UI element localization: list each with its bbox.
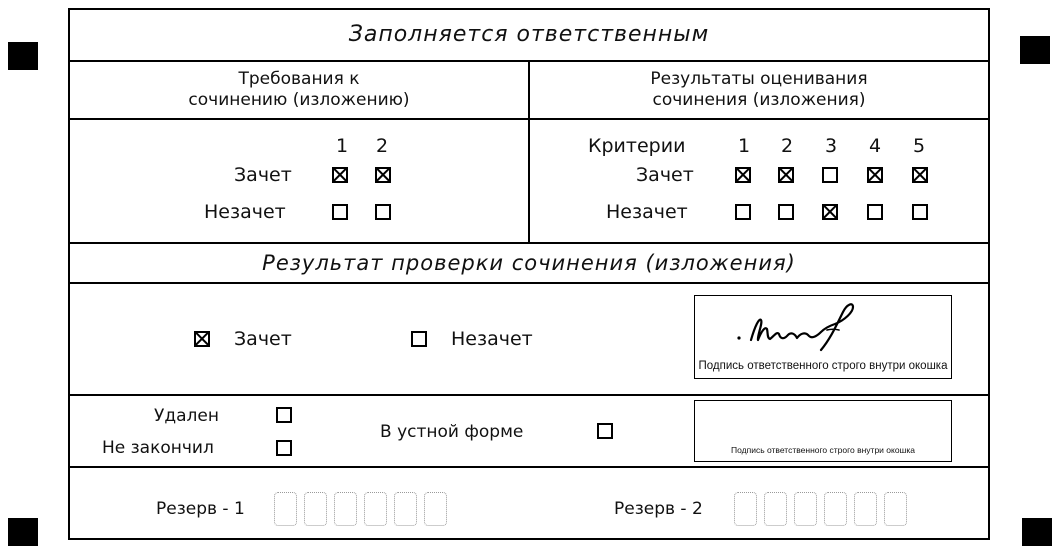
requirements-col-1: 1	[336, 135, 349, 157]
requirements-fail-label: Незачет	[204, 201, 286, 223]
corner-marker-top-right	[1020, 36, 1050, 64]
signature-image	[695, 296, 950, 358]
extra-signature-caption: Подпись ответственного строго внутри окошка	[730, 445, 916, 455]
reserve-1-cell[interactable]	[334, 492, 357, 526]
grading-form	[68, 8, 990, 540]
not-finished-checkbox[interactable]	[276, 440, 292, 456]
evaluation-pass-checkbox-2[interactable]	[778, 167, 794, 183]
reserve-1-cells	[274, 492, 450, 528]
extra-signature-box[interactable]	[694, 400, 952, 462]
reserve-2-cell[interactable]	[884, 492, 907, 526]
requirements-pass-label: Зачет	[234, 164, 292, 186]
reserve-1-cell[interactable]	[364, 492, 387, 526]
result-signature-caption: Подпись ответственного строго внутри окошка	[698, 360, 948, 372]
not-finished-label: Не закончил	[102, 438, 214, 458]
criteria-col-4: 4	[869, 135, 882, 157]
reserve-1-cell[interactable]	[394, 492, 417, 526]
evaluation-fail-checkbox-2[interactable]	[778, 204, 794, 220]
requirements-fail-checkbox-1[interactable]	[332, 204, 348, 220]
result-pass-checkbox[interactable]	[194, 331, 210, 347]
evaluation-fail-checkbox-4[interactable]	[867, 204, 883, 220]
reserve-1-cell[interactable]	[304, 492, 327, 526]
corner-marker-bottom-left	[8, 518, 38, 546]
requirements-header-line2: сочинению (изложению)	[188, 90, 410, 110]
criteria-col-3: 3	[825, 135, 838, 157]
evaluation-pass-label: Зачет	[636, 164, 694, 186]
reserve-1-label: Резерв - 1	[156, 499, 245, 519]
requirements-header	[70, 69, 528, 111]
criteria-label: Критерии	[588, 135, 686, 157]
reserve-2-cell[interactable]	[854, 492, 877, 526]
form-title: Заполняется ответственным	[348, 22, 710, 47]
evaluation-pass-checkbox-5[interactable]	[912, 167, 928, 183]
removed-label: Удален	[154, 406, 219, 426]
evaluation-pass-checkbox-4[interactable]	[867, 167, 883, 183]
reserve-2-cell[interactable]	[824, 492, 847, 526]
requirements-pass-checkbox-2[interactable]	[375, 167, 391, 183]
corner-marker-bottom-right	[1022, 518, 1052, 546]
reserve-2-cell[interactable]	[764, 492, 787, 526]
evaluation-header-line1: Результаты оценивания	[650, 69, 868, 89]
reserve-2-cells	[734, 492, 910, 528]
evaluation-fail-checkbox-1[interactable]	[735, 204, 751, 220]
evaluation-pass-checkbox-1[interactable]	[735, 167, 751, 183]
result-title: Результат проверки сочинения (изложения)	[262, 251, 796, 275]
removed-checkbox[interactable]	[276, 407, 292, 423]
reserve-2-cell[interactable]	[734, 492, 757, 526]
evaluation-fail-checkbox-5[interactable]	[912, 204, 928, 220]
evaluation-fail-label: Незачет	[606, 201, 688, 223]
evaluation-fail-checkbox-3[interactable]	[822, 204, 838, 220]
reserve-1-cell[interactable]	[274, 492, 297, 526]
result-fail-label: Незачет	[451, 328, 533, 350]
oral-form-label: В устной форме	[380, 422, 524, 442]
result-pass-label: Зачет	[234, 328, 292, 350]
reserve-1-cell[interactable]	[424, 492, 447, 526]
oral-form-checkbox[interactable]	[597, 423, 613, 439]
requirements-fail-checkbox-2[interactable]	[375, 204, 391, 220]
evaluation-header-line2: сочинения (изложения)	[652, 90, 866, 110]
criteria-col-2: 2	[781, 135, 794, 157]
result-signature-box[interactable]	[694, 295, 952, 379]
requirements-col-2: 2	[376, 135, 389, 157]
requirements-pass-checkbox-1[interactable]	[332, 167, 348, 183]
reserve-2-cell[interactable]	[794, 492, 817, 526]
requirements-header-line1: Требования к	[238, 69, 360, 89]
reserve-2-label: Резерв - 2	[614, 499, 703, 519]
criteria-col-5: 5	[913, 135, 926, 157]
evaluation-pass-checkbox-3[interactable]	[822, 167, 838, 183]
criteria-col-1: 1	[738, 135, 751, 157]
result-fail-checkbox[interactable]	[411, 331, 427, 347]
evaluation-header	[530, 69, 988, 111]
corner-marker-top-left	[8, 42, 38, 70]
